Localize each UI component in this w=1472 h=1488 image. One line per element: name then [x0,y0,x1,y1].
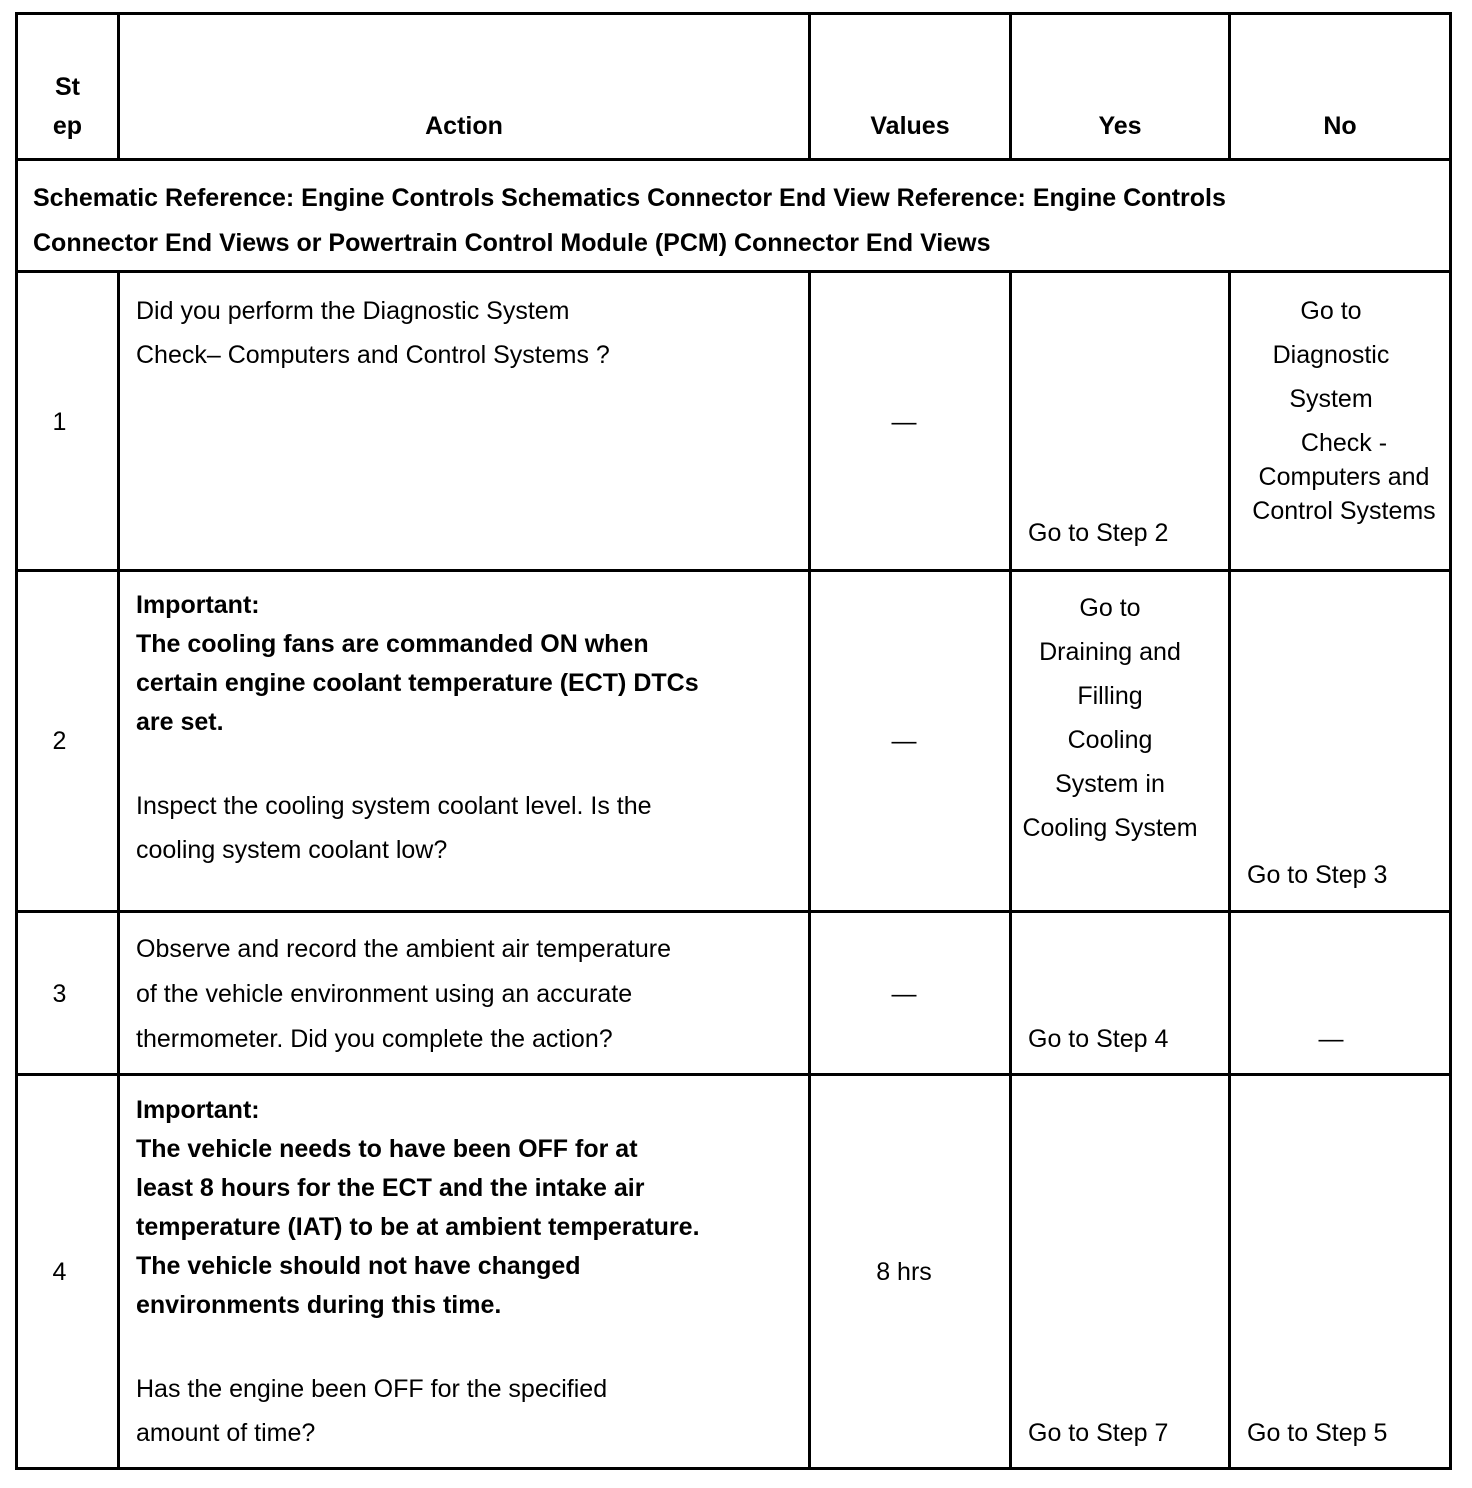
table-border-right [1449,12,1452,1470]
row2-important-label: Important: [136,591,260,619]
header-yes: Yes [1098,112,1142,140]
header-action: Action [425,112,503,140]
row3-no: — [1318,1025,1344,1053]
reference-line-2: Connector End Views or Powertrain Control Module (PCM) Connector End Views [33,229,991,257]
row2-action: Inspect the cooling system coolant level. Is the cooling system coolant low? [136,792,652,864]
col-divider-values-body [1009,270,1012,1470]
row2-no: Go to Step 3 [1247,861,1388,889]
reference-divider [15,270,1452,273]
row1-values: — [891,408,917,436]
table-border-bottom [15,1467,1452,1470]
row1-divider [15,569,1452,572]
row1-step: 1 [52,408,67,436]
row4-no: Go to Step 5 [1247,1419,1388,1447]
row3-yes: Go to Step 4 [1028,1025,1169,1053]
row3-values: — [891,980,917,1008]
row4-action: Has the engine been OFF for the specified amount of time? [136,1375,608,1447]
header-divider [15,158,1452,161]
row2-step: 2 [52,727,67,755]
row3-divider [15,1073,1452,1076]
row3-step: 3 [52,980,67,1008]
row1-no-bottom: Check - Computers and Control Systems [1252,429,1436,525]
row4-step: 4 [52,1258,67,1286]
row1-no-top: Go to Diagnostic System [1272,297,1390,413]
row2-divider [15,910,1452,913]
row3-action: Observe and record the ambient air temperature of the vehicle environment using an accurate thermometer. Did you complete the action? [136,935,671,1053]
row2-yes: Go to Draining and Filling Cooling System in Cooling System [1022,594,1198,842]
row1-action: Did you perform the Diagnostic System Check– Computers and Control Systems ? [136,297,610,369]
row4-values: 8 hrs [876,1258,932,1286]
table-border-top [15,12,1452,15]
col-divider-step-body [117,270,120,1470]
header-values: Values [870,112,950,140]
row2-values: — [891,727,917,755]
header-step: St ep [52,73,83,140]
row1-yes: Go to Step 2 [1028,519,1169,547]
row4-important-label: Important: [136,1096,260,1124]
row4-yes: Go to Step 7 [1028,1419,1169,1447]
col-divider-yes-body [1228,270,1231,1470]
row4-important-text: The vehicle needs to have been OFF for at least 8 hours for the ECT and the intake air temperature (IAT) to be at ambient temperature. The vehicle should not have changed environments during this time. [136,1135,700,1319]
row2-important-text: The cooling fans are commanded ON when certain engine coolant temperature (ECT) DTCs are set. [136,630,699,736]
reference-line-1: Schematic Reference: Engine Controls Schematics Connector End View Reference: Engine Controls [33,184,1226,212]
header-no: No [1323,112,1357,140]
